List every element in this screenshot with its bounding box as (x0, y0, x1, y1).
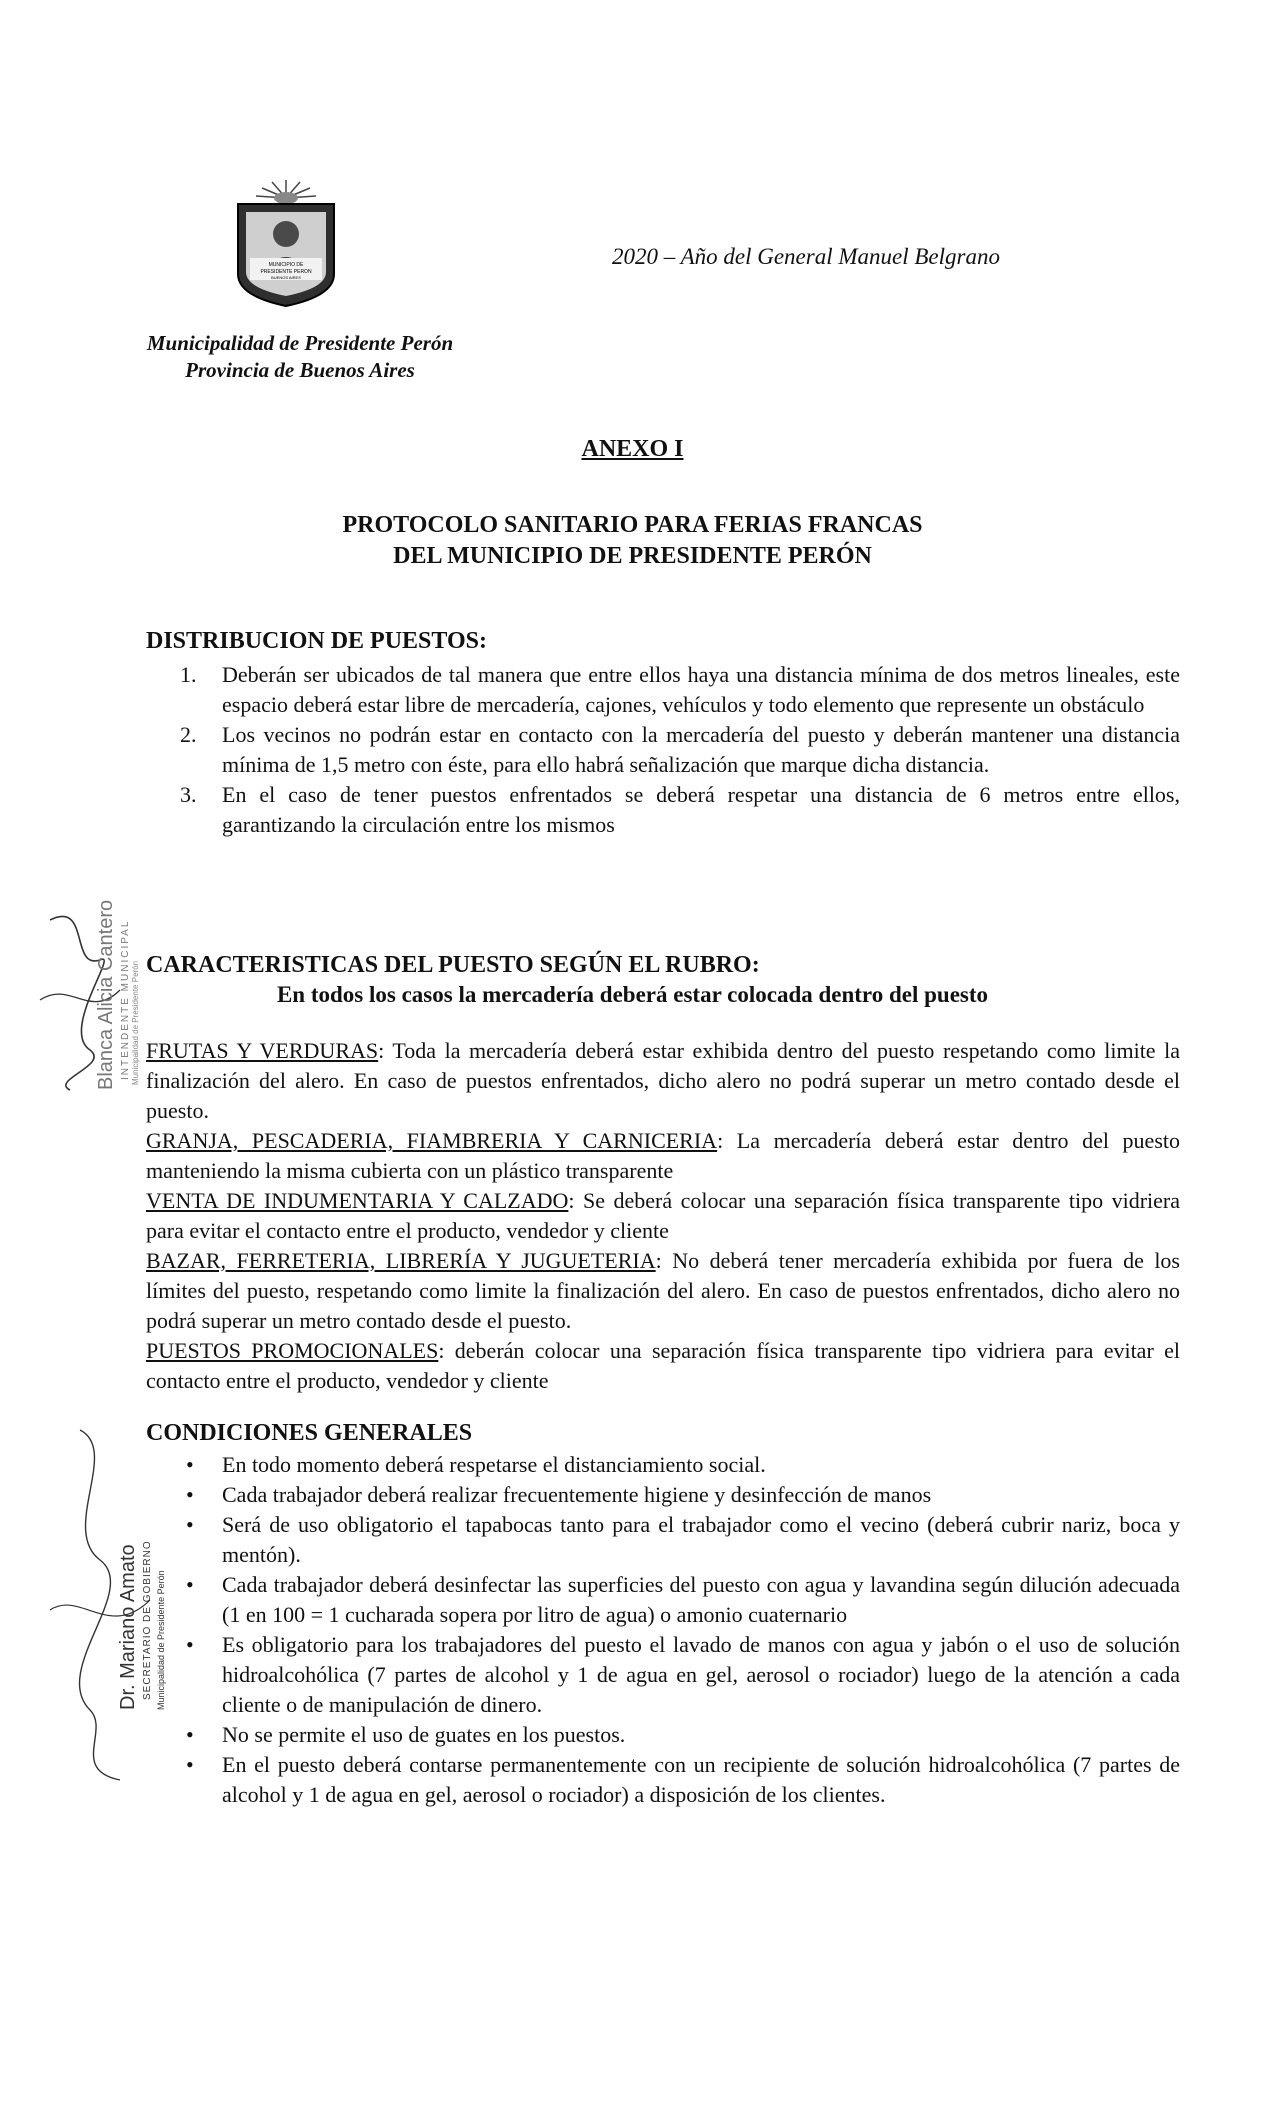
rubro-paragraph (146, 1186, 1180, 1246)
list-text: Es obligatorio para los trabajadores del puesto el lavado de manos con agua y jabón o el uso de solución hidroalcohólica (7 partes de alcohol y 1 de agua en gel, aerosol o rociador) luego de la atención a cada cliente o de manipulación de dinero. (222, 1632, 1180, 1717)
list-number: 1. (180, 662, 197, 687)
list-text: No se permite el uso de guates en los puestos. (222, 1722, 626, 1747)
list-text: Cada trabajador deberá realizar frecuentemente higiene y desinfección de manos (222, 1482, 932, 1507)
bullet-icon: • (186, 1722, 194, 1747)
svg-text:BUENOS AIRES: BUENOS AIRES (271, 275, 301, 280)
section-heading-condiciones: CONDICIONES GENERALES (146, 1420, 473, 1446)
rubro-text: : La mercadería deberá estar dentro del puesto manteniendo la misma cubierta con un plástico transparente (146, 1128, 1180, 1183)
logo-lettering: MUNICIPIO DE (268, 262, 304, 268)
municipal-coat-of-arms (232, 176, 340, 308)
stamp-org: Municipalidad de Presidente Perón (156, 1570, 166, 1710)
bullet-icon: • (186, 1512, 194, 1537)
svg-text:PRESIDENTE PERON: PRESIDENTE PERON (260, 269, 312, 275)
list-text: Cada trabajador deberá desinfectar las superficies del puesto con agua y lavandina según dilución adecuada (1 en 100 = 1 cucharada sopera por litro de agua) o amonio cuaternario (222, 1572, 1180, 1627)
bullet-icon: • (186, 1752, 194, 1777)
year-banner: 2020 – Año del General Manuel Belgrano (612, 244, 1000, 269)
section-subheading: En todos los casos la mercadería deberá estar colocada dentro del puesto (276, 982, 989, 1007)
section-heading-caracteristicas: CARACTERISTICAS DEL PUESTO SEGÚN EL RUBRO: (146, 952, 760, 978)
title-line-2: DEL MUNICIPIO DE PRESIDENTE PERÓN (393, 543, 872, 569)
list-item (180, 1450, 1180, 1480)
annex-heading: ANEXO I (581, 436, 684, 462)
list-text: Será de uso obligatorio el tapabocas tanto para el trabajador como el vecino (deberá cubrir nariz, boca y mentón). (222, 1512, 1180, 1567)
rubros-block (146, 1036, 1180, 1396)
list-item (180, 1570, 1180, 1630)
list-text: Deberán ser ubicados de tal manera que entre ellos haya una distancia mínima de dos metros lineales, este espacio deberá estar libre de mercadería, cajones, vehículos y todo elemento que represente un obstáculo (222, 662, 1180, 717)
list-text: Los vecinos no podrán estar en contacto con la mercadería del puesto y deberán mantener una distancia mínima de 1,5 metro con éste, para ello habrá señalización que marque dicha distancia. (222, 722, 1180, 777)
rubro-paragraph (146, 1336, 1180, 1396)
list-item (180, 1630, 1180, 1720)
list-text: En el puesto deberá contarse permanentemente con un recipiente de solución hidroalcohólica (7 partes de alcohol y 1 de agua en gel, aerosol o rociador) a disposición de los clientes. (222, 1752, 1180, 1807)
province-name: Provincia de Buenos Aires (185, 358, 415, 382)
rubro-paragraph (146, 1036, 1180, 1126)
stamp-name: Dr. Mariano Amato (117, 1544, 139, 1710)
signature-stamp-secretario (40, 1410, 170, 1790)
list-item (180, 660, 1180, 720)
stamp-org: Municipalidad de Presidente Perón (131, 960, 140, 1085)
municipality-name: Municipalidad de Presidente Perón (146, 331, 454, 355)
list-item (180, 1720, 1180, 1750)
rubro-text: : Se deberá colocar una separación física transparente tipo vidriera para evitar el contacto entre el producto, vendedor y cliente (146, 1188, 1180, 1243)
list-number: 2. (180, 722, 197, 747)
stamp-role: SECRETARIO DE GOBIERNO (142, 1540, 153, 1700)
document-title (0, 510, 1265, 572)
list-text: En el caso de tener puestos enfrentados se deberá respetar una distancia de 6 metros entre ellos, garantizando la circulación entre los mismos (222, 782, 1180, 837)
rubro-text: : No deberá tener mercadería exhibida por fuera de los límites del puesto, respetando como limite la finalización del alero. En caso de puestos enfrentados, dicho alero no podrá superar un metro contado desde el puesto. (146, 1248, 1180, 1333)
rubro-label: BAZAR, FERRETERIA, LIBRERÍA Y JUGUETERIA (146, 1248, 656, 1273)
bullet-icon: • (186, 1572, 194, 1597)
stamp-role: INTENDENTE MUNICIPAL (120, 919, 131, 1080)
stamp-name: Blanca Alicia Cantero (95, 899, 117, 1090)
bullet-icon: • (186, 1452, 194, 1477)
section-heading-distribucion: DISTRIBUCION DE PUESTOS: (146, 628, 487, 654)
rubro-label: PUESTOS PROMOCIONALES (146, 1338, 439, 1363)
bullet-icon: • (186, 1482, 194, 1507)
rubro-text: : Toda la mercadería deberá estar exhibida dentro del puesto respetando como limite la finalización del alero. En caso de puestos enfrentados, dicho alero no podrá superar un metro contado desde el puesto. (146, 1038, 1180, 1123)
distribucion-list (180, 660, 1180, 840)
rubro-paragraph (146, 1246, 1180, 1336)
rubro-label: VENTA DE INDUMENTARIA Y CALZADO (146, 1188, 569, 1213)
list-item (180, 1480, 1180, 1510)
rubro-text: : deberán colocar una separación física transparente tipo vidriera para evitar el contacto entre el producto, vendedor y cliente (146, 1338, 1180, 1393)
condiciones-list (180, 1450, 1180, 1810)
list-number: 3. (180, 782, 197, 807)
rubro-paragraph (146, 1126, 1180, 1186)
list-item (180, 720, 1180, 780)
list-item (180, 780, 1180, 840)
rubro-label: FRUTAS Y VERDURAS (146, 1038, 379, 1063)
title-line-1: PROTOCOLO SANITARIO PARA FERIAS FRANCAS (342, 512, 923, 538)
bullet-icon: • (186, 1632, 194, 1657)
municipality-heading (140, 330, 460, 384)
list-text: En todo momento deberá respetarse el distanciamiento social. (222, 1452, 766, 1477)
signature-stamp-intendente (30, 880, 140, 1100)
list-item (180, 1510, 1180, 1570)
rubro-label: GRANJA, PESCADERIA, FIAMBRERIA Y CARNICERIA (146, 1128, 718, 1153)
list-item (180, 1750, 1180, 1810)
